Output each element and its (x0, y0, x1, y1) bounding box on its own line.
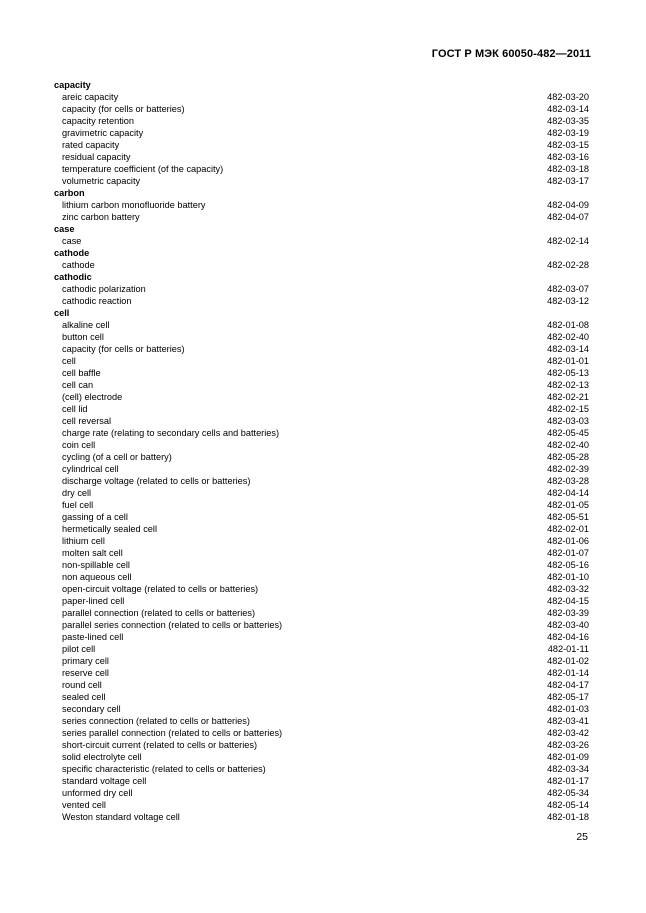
entry-text: capacity (for cells or batteries) (62, 104, 185, 114)
entry-code: 482-04-15 (547, 596, 589, 606)
index-entry (54, 439, 589, 451)
index-entry (54, 787, 589, 799)
term-index (54, 79, 589, 823)
entry-code: 482-03-07 (547, 284, 589, 294)
entry-code: 482-02-39 (547, 464, 589, 474)
entry-code: 482-03-20 (547, 92, 589, 102)
group-term: cell (54, 308, 70, 318)
index-entry (54, 535, 589, 547)
entry-text: non-spillable cell (62, 560, 130, 570)
entry-text: cycling (of a cell or battery) (62, 452, 172, 462)
entry-text: specific characteristic (related to cells or batteries) (62, 764, 266, 774)
index-entry (54, 151, 589, 163)
entry-text: cathodic polarization (62, 284, 146, 294)
entry-code: 482-04-17 (547, 680, 589, 690)
index-entry (54, 199, 589, 211)
entry-text: coin cell (62, 440, 96, 450)
entry-code: 482-03-19 (547, 128, 589, 138)
entry-text: capacity retention (62, 116, 135, 126)
index-entry (54, 331, 589, 343)
entry-code: 482-03-17 (547, 176, 589, 186)
index-entry (54, 367, 589, 379)
entry-text: paste-lined cell (62, 632, 124, 642)
index-entry (54, 235, 589, 247)
entry-text: series connection (related to cells or batteries) (62, 716, 250, 726)
entry-text: molten salt cell (62, 548, 123, 558)
entry-text: cell baffle (62, 368, 101, 378)
index-entry (54, 667, 589, 679)
entry-code: 482-03-28 (547, 476, 589, 486)
entry-code: 482-01-02 (547, 656, 589, 666)
index-entry (54, 343, 589, 355)
index-entry (54, 499, 589, 511)
entry-code: 482-02-14 (547, 236, 589, 246)
entry-code: 482-01-06 (547, 536, 589, 546)
entry-text: capacity (for cells or batteries) (62, 344, 185, 354)
entry-text: button cell (62, 332, 104, 342)
index-entry (54, 703, 589, 715)
entry-text: paper-lined cell (62, 596, 125, 606)
index-entry (54, 295, 589, 307)
entry-code: 482-05-45 (547, 428, 589, 438)
entry-code: 482-03-39 (547, 608, 589, 618)
index-entry (54, 259, 589, 271)
entry-code: 482-03-40 (547, 620, 589, 630)
entry-code: 482-03-34 (547, 764, 589, 774)
entry-text: cell reversal (62, 416, 112, 426)
entry-text: parallel connection (related to cells or batteries) (62, 608, 256, 618)
index-entry (54, 403, 589, 415)
index-entry (54, 475, 589, 487)
index-entry (54, 643, 589, 655)
entry-text: unformed dry cell (62, 788, 133, 798)
index-entry (54, 775, 589, 787)
index-entry (54, 415, 589, 427)
entry-code: 482-02-28 (547, 260, 589, 270)
entry-text: cylindrical cell (62, 464, 119, 474)
index-entry (54, 583, 589, 595)
group-term: capacity (54, 80, 91, 90)
index-entry (54, 799, 589, 811)
entry-code: 482-01-05 (547, 500, 589, 510)
entry-text: fuel cell (62, 500, 94, 510)
index-entry (54, 511, 589, 523)
entry-text: secondary cell (62, 704, 121, 714)
entry-text: non aqueous cell (62, 572, 132, 582)
entry-text: series parallel connection (related to cells or batteries) (62, 728, 283, 738)
index-entry (54, 559, 589, 571)
entry-code: 482-02-13 (547, 380, 589, 390)
index-entry (54, 727, 589, 739)
entry-code: 482-03-32 (547, 584, 589, 594)
index-entry (54, 91, 589, 103)
entry-code: 482-04-16 (547, 632, 589, 642)
index-entry (54, 103, 589, 115)
entry-code: 482-02-15 (547, 404, 589, 414)
entry-text: dry cell (62, 488, 92, 498)
entry-text: (cell) electrode (62, 392, 123, 402)
group-term: cathode (54, 248, 90, 258)
index-entry (54, 547, 589, 559)
entry-code: 482-03-14 (547, 344, 589, 354)
entry-code: 482-05-14 (547, 800, 589, 810)
group-term: case (54, 224, 75, 234)
index-entry (54, 571, 589, 583)
index-entry (54, 355, 589, 367)
index-entry (54, 127, 589, 139)
entry-text: temperature coefficient (of the capacity) (62, 164, 224, 174)
entry-text: discharge voltage (related to cells or batteries) (62, 476, 251, 486)
entry-code: 482-03-26 (547, 740, 589, 750)
index-entry (54, 739, 589, 751)
entry-text: pilot cell (62, 644, 96, 654)
index-entry (54, 751, 589, 763)
index-entry (54, 427, 589, 439)
entry-code: 482-01-17 (547, 776, 589, 786)
page-header-title: ГОСТ Р МЭК 60050-482—2011 (431, 48, 591, 60)
entry-text: areic capacity (62, 92, 119, 102)
entry-code: 482-01-18 (547, 812, 589, 822)
entry-text: reserve cell (62, 668, 109, 678)
entry-text: cell can (62, 380, 94, 390)
entry-code: 482-03-18 (547, 164, 589, 174)
entry-text: lithium cell (62, 536, 105, 546)
entry-text: parallel series connection (related to cells or batteries) (62, 620, 283, 630)
entry-text: cathodic reaction (62, 296, 132, 306)
index-entry (54, 523, 589, 535)
entry-text: short-circuit current (related to cells or batteries) (62, 740, 258, 750)
entry-text: sealed cell (62, 692, 106, 702)
index-entry (54, 595, 589, 607)
page-number: 25 (576, 831, 588, 843)
entry-text: lithium carbon monofluoride battery (62, 200, 206, 210)
index-entry (54, 175, 589, 187)
entry-code: 482-03-41 (547, 716, 589, 726)
entry-text: cell (62, 356, 76, 366)
index-entry (54, 391, 589, 403)
entry-code: 482-03-35 (547, 116, 589, 126)
index-entry (54, 451, 589, 463)
index-entry (54, 379, 589, 391)
entry-code: 482-05-16 (547, 560, 589, 570)
index-entry (54, 607, 589, 619)
index-entry (54, 811, 589, 823)
index-entry (54, 319, 589, 331)
entry-text: volumetric capacity (62, 176, 141, 186)
entry-text: hermetically sealed cell (62, 524, 157, 534)
entry-text: open-circuit voltage (related to cells or batteries) (62, 584, 259, 594)
entry-code: 482-03-03 (547, 416, 589, 426)
entry-code: 482-03-16 (547, 152, 589, 162)
entry-code: 482-02-21 (547, 392, 589, 402)
index-entry (54, 139, 589, 151)
entry-text: zinc carbon battery (62, 212, 140, 222)
index-entry (54, 631, 589, 643)
entry-code: 482-04-14 (547, 488, 589, 498)
entry-text: cathode (62, 260, 95, 270)
entry-code: 482-03-14 (547, 104, 589, 114)
entry-text: alkaline cell (62, 320, 110, 330)
entry-code: 482-01-11 (547, 644, 589, 654)
index-entry (54, 283, 589, 295)
index-entry (54, 487, 589, 499)
entry-text: residual capacity (62, 152, 131, 162)
entry-code: 482-05-34 (547, 788, 589, 798)
entry-code: 482-04-09 (547, 200, 589, 210)
entry-text: Weston standard voltage cell (62, 812, 180, 822)
entry-code: 482-01-07 (547, 548, 589, 558)
index-entry (54, 463, 589, 475)
entry-code: 482-01-09 (547, 752, 589, 762)
entry-code: 482-01-10 (547, 572, 589, 582)
entry-text: vented cell (62, 800, 106, 810)
entry-code: 482-01-08 (547, 320, 589, 330)
entry-code: 482-02-40 (547, 332, 589, 342)
entry-code: 482-02-01 (547, 524, 589, 534)
entry-code: 482-05-13 (547, 368, 589, 378)
index-entry (54, 655, 589, 667)
entry-code: 482-03-42 (547, 728, 589, 738)
index-entry (54, 715, 589, 727)
entry-code: 482-03-12 (547, 296, 589, 306)
entry-code: 482-05-28 (547, 452, 589, 462)
entry-text: cell lid (62, 404, 88, 414)
index-entry (54, 115, 589, 127)
entry-code: 482-04-07 (547, 212, 589, 222)
entry-text: primary cell (62, 656, 109, 666)
entry-text: gravimetric capacity (62, 128, 144, 138)
entry-code: 482-05-51 (547, 512, 589, 522)
index-entry (54, 691, 589, 703)
index-entry (54, 763, 589, 775)
entry-text: rated capacity (62, 140, 120, 150)
entry-code: 482-02-40 (547, 440, 589, 450)
entry-text: gassing of a cell (62, 512, 128, 522)
entry-text: charge rate (relating to secondary cells and batteries) (62, 428, 280, 438)
entry-text: case (62, 236, 82, 246)
index-entry (54, 679, 589, 691)
index-entry (54, 163, 589, 175)
group-term: carbon (54, 188, 85, 198)
entry-code: 482-01-01 (547, 356, 589, 366)
index-entry (54, 619, 589, 631)
entry-code: 482-05-17 (547, 692, 589, 702)
group-term: cathodic (54, 272, 92, 282)
entry-code: 482-03-15 (547, 140, 589, 150)
entry-text: standard voltage cell (62, 776, 147, 786)
entry-code: 482-01-14 (547, 668, 589, 678)
entry-text: round cell (62, 680, 102, 690)
entry-code: 482-01-03 (547, 704, 589, 714)
entry-text: solid electrolyte cell (62, 752, 142, 762)
index-entry (54, 211, 589, 223)
